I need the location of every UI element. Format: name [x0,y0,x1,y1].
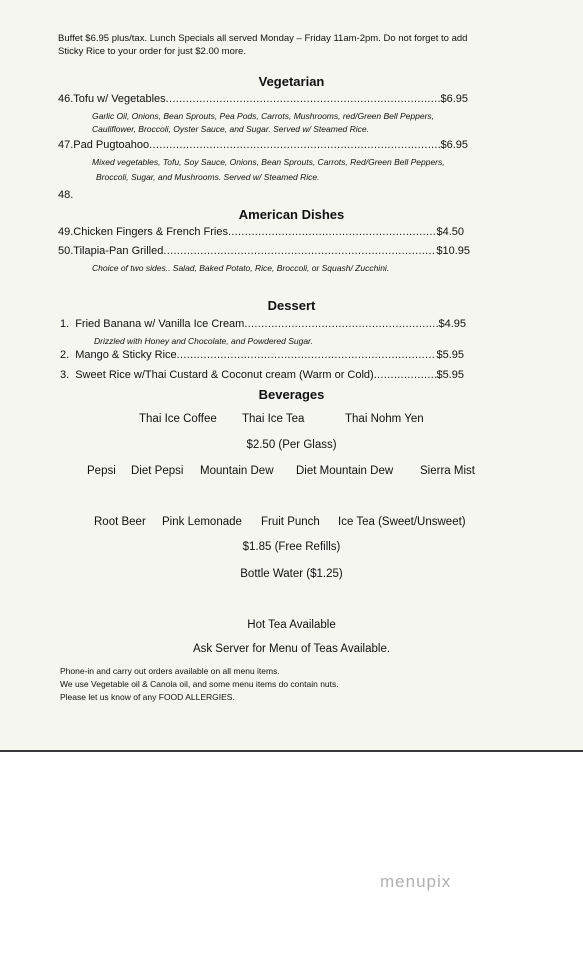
intro-line-2: Sticky Rice to your order for just $2.00 more. [58,46,246,57]
section-heading-vegetarian: Vegetarian [258,74,325,89]
dot-leader [163,245,436,257]
menu-item [60,369,464,381]
item-price: $5.95 [436,369,464,381]
item-description: Choice of two sides.. Salad, Baked Potato, Rice, Broccoli, or Squash/ Zucchini. [92,263,390,273]
ask-server: Ask Server for Menu of Teas Available. [192,643,391,655]
item-name: Fried Banana w/ Vanilla Ice Cream [75,318,245,330]
beverage-item: Thai Ice Tea [242,413,305,425]
beverage-item: Pink Lemonade [162,516,242,528]
menu-item [58,139,468,151]
page-bottom-rule [0,750,583,752]
item-name: Mango & Sticky Rice [75,349,177,361]
beverage-item: Fruit Punch [261,516,320,528]
item-price: $4.50 [436,226,464,238]
watermark-logo: menupix [380,872,452,891]
beverage-price: $2.50 (Per Glass) [246,439,337,451]
item-price: $4.95 [438,318,466,330]
item-price: $10.95 [436,245,470,257]
dot-leader [374,369,437,381]
beverage-price: $1.85 (Free Refills) [242,541,341,553]
beverage-item: Diet Mountain Dew [296,465,394,477]
beverage-item: Thai Nohm Yen [345,413,424,425]
item-name: 46.Tofu w/ Vegetables [58,93,166,105]
dot-leader [228,226,437,238]
footer-note: Please let us know of any FOOD ALLERGIES. [60,692,235,702]
beverage-item: Root Beer [94,516,146,528]
item-description: Mixed vegetables, Tofu, Soy Sauce, Onions, Bean Sprouts, Carrots, Red/Green Bell Peppers, [92,157,445,167]
beverage-item: Thai Ice Coffee [139,413,217,425]
item-price: $5.95 [436,349,464,361]
item-description: Drizzled with Honey and Chocolate, and Powdered Sugar. [94,336,313,346]
footer-note: We use Vegetable oil & Canola oil, and some menu items do contain nuts. [60,679,339,689]
item-name: Sweet Rice w/Thai Custard & Coconut cream (Warm or Cold) [75,369,374,381]
beverage-item: Diet Pepsi [131,465,184,477]
item-description: Cauliflower, Broccoli, Oyster Sauce, and Sugar. Served w/ Steamed Rice. [92,124,370,134]
item-name: 50.Tilapia-Pan Grilled [58,245,164,257]
dot-leader [166,93,441,105]
dot-leader [244,318,438,330]
section-heading-beverages: Beverages [258,387,325,402]
bottle-water: Bottle Water ($1.25) [240,568,343,580]
item-number: 2. [60,349,70,361]
beverage-item: Pepsi [87,465,116,477]
hot-tea: Hot Tea Available [247,619,336,631]
menu-item [58,93,468,105]
menu-item [60,318,466,330]
beverage-item: Ice Tea (Sweet/Unsweet) [338,516,466,528]
item-price: $6.95 [440,139,468,151]
footer-note: Phone-in and carry out orders available on all menu items. [60,666,280,676]
menu-item [58,226,464,238]
dot-leader [177,349,437,361]
item-name: 47.Pad Pugtoahoo [58,139,150,151]
item-number: 3. [60,369,70,381]
beverage-item: Sierra Mist [420,465,475,477]
section-heading-american: American Dishes [238,207,345,222]
item-description: Garlic Oil, Onions, Bean Sprouts, Pea Pods, Carrots, Mushrooms, red/Green Bell Peppers, [92,111,435,121]
menu-item [58,245,470,257]
intro-line-1: Buffet $6.95 plus/tax. Lunch Specials all served Monday – Friday 11am-2pm. Do not forget to add [58,33,468,44]
dot-leader [149,139,440,151]
item-name: 49.Chicken Fingers & French Fries [58,226,228,238]
section-heading-dessert: Dessert [267,298,316,313]
beverage-item: Mountain Dew [200,465,274,477]
item-description: Broccoli, Sugar, and Mushrooms. Served w/ Steamed Rice. [96,172,320,182]
item-number: 1. [60,318,70,330]
item-price: $6.95 [440,93,468,105]
menu-item-48: 48. [58,189,74,201]
menu-item [60,349,464,361]
